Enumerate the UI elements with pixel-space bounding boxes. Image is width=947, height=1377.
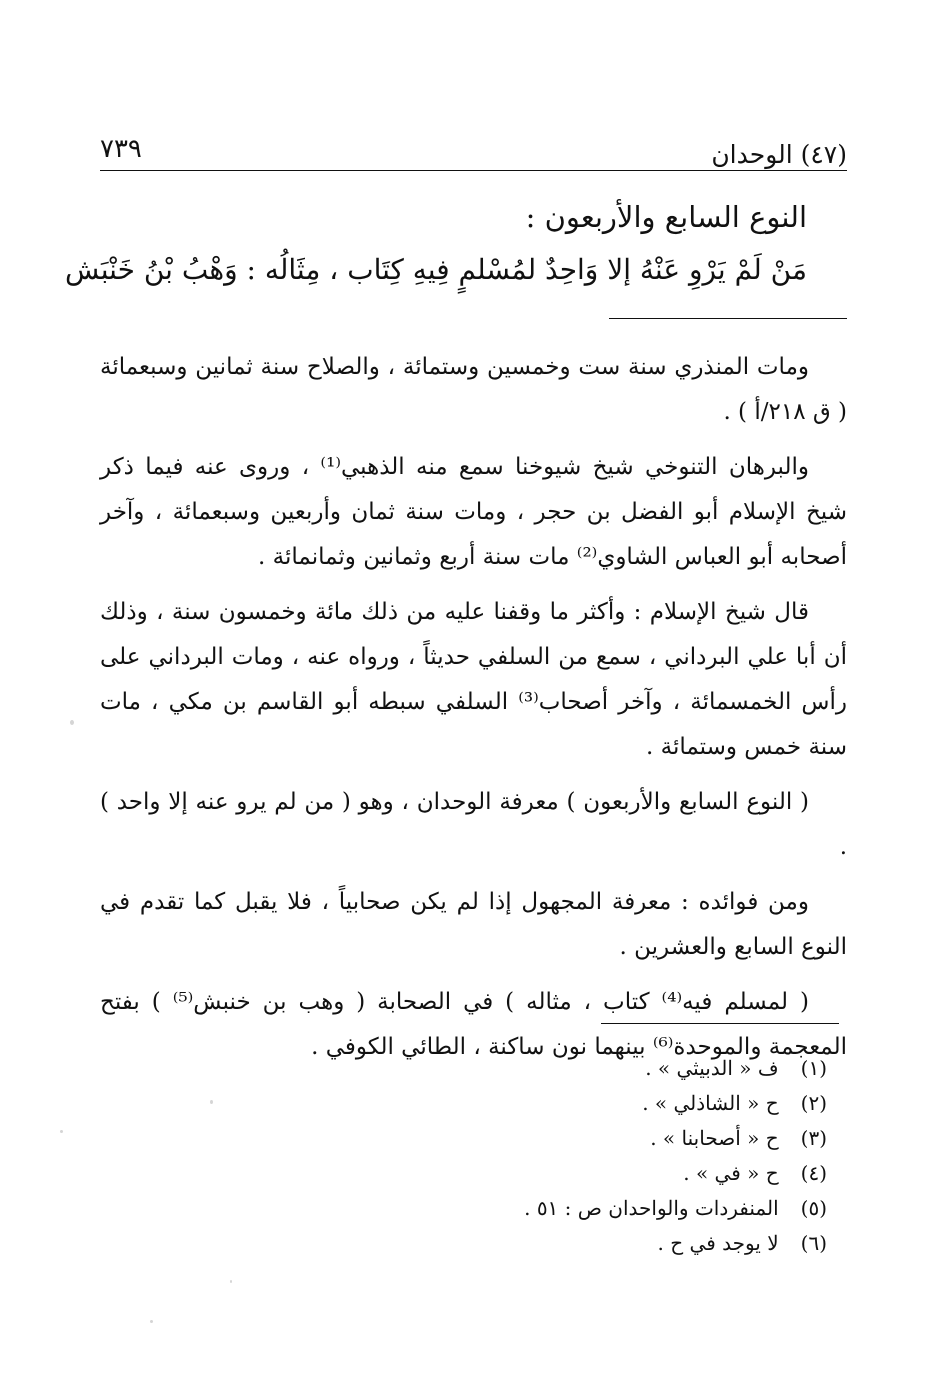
footnote-text: ح « أصحابنا » . bbox=[650, 1126, 779, 1150]
chapter-rule bbox=[609, 318, 847, 319]
scan-speck bbox=[150, 1320, 153, 1323]
footnote-item bbox=[300, 1086, 827, 1121]
footnote-text: لا يوجد في ح . bbox=[657, 1231, 779, 1255]
footnote-number: (١) bbox=[800, 1056, 827, 1080]
paragraph: ( النوع السابع والأربعون ) معرفة الوحدان ، وهو ( من لم يرو عنه إلا واحد ) . bbox=[100, 789, 847, 860]
chapter-heading: النوع السابع والأربعون : bbox=[525, 200, 807, 234]
footnote-number: (٤) bbox=[800, 1161, 827, 1185]
footnote-text: ف « الدبيثي » . bbox=[645, 1056, 779, 1080]
chapter-definition: مَنْ لَمْ يَرْوِ عَنْهُ إلا وَاحِدٌ لمُسْلمٍ فِيهِ كِتَاب ، مِثَالُه : وَهْبُ بْنُ خَنْبَش bbox=[65, 253, 807, 286]
footnote-text: ح « في » . bbox=[683, 1161, 779, 1185]
paragraph: ( لمسلم فيه⁽⁴⁾ كتاب ، مثاله ) في الصحابة ( وهب بن خنبش⁽⁵⁾ ) بفتح المعجمة والموحدة⁽⁶⁾ بينهما نون ساكنة ، الطائي الكوفي . bbox=[100, 989, 847, 1060]
scan-speck bbox=[230, 1280, 232, 1283]
footnote-text: المنفردات والواحدان ص : ٥١ . bbox=[524, 1196, 779, 1220]
scan-speck bbox=[70, 720, 74, 725]
footnote-number: (٥) bbox=[800, 1196, 827, 1220]
footnote-text: ح « الشاذلي » . bbox=[642, 1091, 779, 1115]
scan-speck bbox=[60, 1130, 63, 1133]
footnote-number: (٣) bbox=[800, 1126, 827, 1150]
footnote-item bbox=[300, 1156, 827, 1191]
header-rule bbox=[100, 170, 847, 171]
commentary-body bbox=[100, 345, 847, 1080]
scan-speck bbox=[210, 1100, 213, 1104]
page-number: ٧٣٩ bbox=[100, 134, 142, 164]
footnote-number: (٢) bbox=[800, 1091, 827, 1115]
paragraph: ومات المنذري سنة ست وخمسين وستمائة ، والصلاح سنة ثمانين وسبعمائة ( ق ٢١٨/أ ) . bbox=[100, 354, 847, 425]
footnote-item bbox=[300, 1051, 827, 1086]
footnote-item bbox=[300, 1191, 827, 1226]
paragraph: والبرهان التنوخي شيخ شيوخنا سمع منه الذهبي⁽¹⁾ ، وروى عنه فيما ذكر شيخ الإسلام أبو الفضل بن حجر ، ومات سنة ثمان وأربعين وسبعمائة ، وآخر أصحابه أبو العباس الشاوي⁽²⁾ مات سنة أربع وثمانين وثمانمائة . bbox=[100, 454, 847, 570]
running-header-title: (٤٧) الوحدان bbox=[711, 140, 847, 169]
paragraph: قال شيخ الإسلام : وأكثر ما وقفنا عليه من ذلك مائة وخمسون سنة ، وذلك أن أبا علي البرداني ، سمع من السلفي حديثاً ، ورواه عنه ، ومات البرداني على رأس الخمسمائة ، وآخر أصحاب⁽³⁾ السلفي سبطه أبو القاسم بن مكي ، مات سنة خمس وستمائة . bbox=[100, 599, 847, 760]
paragraph: ومن فوائده : معرفة المجهول إذا لم يكن صحابياً ، فلا يقبل كما تقدم في النوع السابع والعشرين . bbox=[100, 889, 847, 960]
footnotes-list bbox=[300, 1051, 827, 1261]
footnote-rule bbox=[601, 1023, 839, 1024]
chapter-block bbox=[65, 197, 807, 290]
footnote-item bbox=[300, 1121, 827, 1156]
footnote-item bbox=[300, 1226, 827, 1261]
footnote-number: (٦) bbox=[800, 1231, 827, 1255]
